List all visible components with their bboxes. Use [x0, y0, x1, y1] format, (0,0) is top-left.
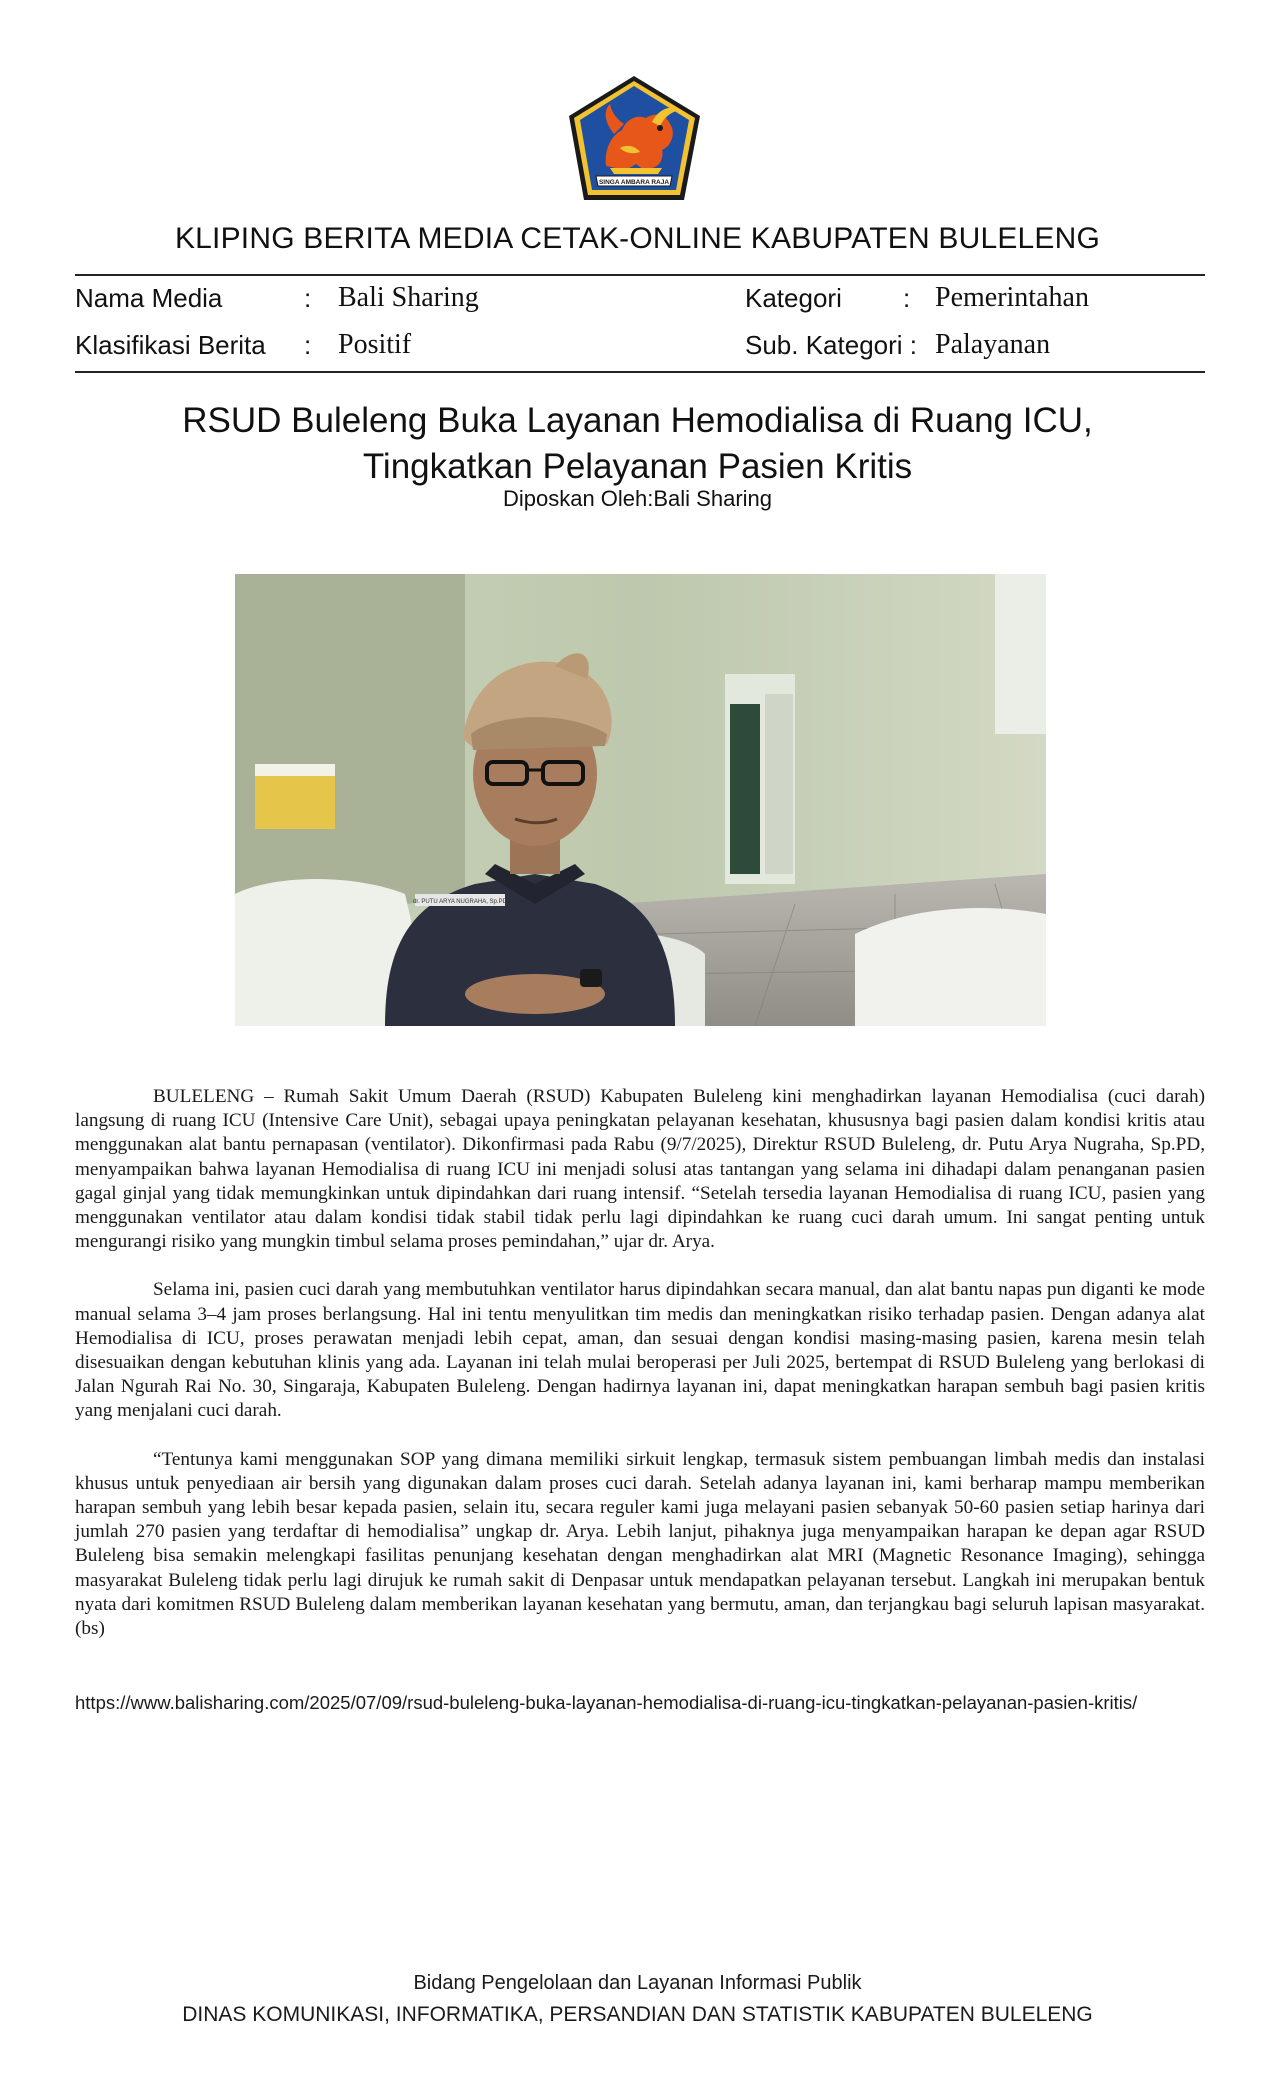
crest-icon: [566, 74, 703, 202]
header-top-divider: [75, 274, 1205, 276]
article-paragraph-3: “Tentunya kami menggunakan SOP yang dimana memiliki sirkuit lengkap, termasuk sistem pembuangan limbah medis dan instalasi khusus untuk penyediaan air bersih yang digunakan dalam proses cuci darah. Setelah adanya layanan ini, kami berharap mampu memberikan harapan sembuh yang lebih besar kepada pasien, selain itu, secara reguler kami juga melayani pasien sebanyak 50-60 pasien setiap harinya dari jumlah 270 pasien yang terdaftar di hemodialisa” ungkap dr. Arya. Lebih lanjut, pihaknya juga menyampaikan harapan ke depan agar RSUD Buleleng bisa semakin melengkapi fasilitas penunjang kesehatan dengan menghadirkan alat MRI (Magnetic Resonance Imaging), sehingga masyarakat Buleleng tidak perlu lagi dirujuk ke rumah sakit di Denpasar untuk mendapatkan pelayanan tersebut. Langkah ini merupakan bentuk nyata dari komitmen RSUD Buleleng dalam memberikan layanan kesehatan yang bermutu, aman, dan terjangkau bagi seluruh lapisan masyarakat. (bs): [75, 1448, 1205, 1640]
kategori-value: Pemerintahan: [935, 282, 1089, 313]
buleleng-crest-logo: [566, 74, 703, 202]
header-bottom-divider: [75, 371, 1205, 373]
klasifikasi-label: Klasifikasi Berita: [75, 330, 266, 360]
article-title: [0, 398, 1275, 490]
klasifikasi-colon: :: [304, 330, 312, 360]
subkategori-label: Sub. Kategori :: [745, 330, 917, 360]
klasifikasi-value: Positif: [338, 329, 412, 360]
kategori-colon: :: [903, 283, 911, 313]
kategori-label: Kategori: [745, 283, 842, 313]
media-colon: :: [304, 283, 312, 313]
subkategori-value: Palayanan: [935, 329, 1051, 360]
footer-agency: DINAS KOMUNIKASI, INFORMATIKA, PERSANDIAN DAN STATISTIK KABUPATEN BULELENG: [182, 2003, 1093, 2026]
article-photo: [235, 574, 1046, 1026]
footer-division: Bidang Pengelolaan dan Layanan Informasi Publik: [413, 1972, 862, 1994]
media-label: Nama Media: [75, 283, 223, 313]
article-title-line-1: RSUD Buleleng Buka Layanan Hemodialisa di Ruang ICU,: [182, 401, 1093, 440]
photo-nametag: dr. PUTU ARYA NUGRAHA, Sp.PD: [413, 899, 507, 905]
photo-illustration: [235, 574, 1046, 1026]
article-byline: Diposkan Oleh:Bali Sharing: [502, 486, 773, 511]
article-body: [75, 1085, 1205, 1665]
article-title-line-2: Tingkatkan Pelayanan Pasien Kritis: [362, 447, 913, 486]
clipping-header-title: KLIPING BERITA MEDIA CETAK-ONLINE KABUPATEN BULELENG: [174, 222, 1101, 255]
media-value: Bali Sharing: [338, 282, 479, 313]
article-paragraph-1: BULELENG – Rumah Sakit Umum Daerah (RSUD) Kabupaten Buleleng kini menghadirkan layanan Hemodialisa (cuci darah) langsung di ruang ICU (Intensive Care Unit), sebagai upaya peningkatan pelayanan kesehatan, khususnya bagi pasien dalam kondisi kritis atau menggunakan alat bantu pernapasan (ventilator). Dikonfirmasi pada Rabu (9/7/2025), Direktur RSUD Buleleng, dr. Putu Arya Nugraha, Sp.PD, menyampaikan bahwa layanan Hemodialisa di ruang ICU ini menjadi solusi atas tantangan yang selama ini dihadapi dalam penanganan pasien gagal ginjal yang tidak memungkinkan untuk dipindahkan dari ruang intensif. “Setelah tersedia layanan Hemodialisa di ruang ICU, pasien yang menggunakan ventilator atau dalam kondisi tidak stabil tidak perlu lagi dipindahkan ke ruang cuci darah umum. Ini sangat penting untuk mengurangi risiko yang mungkin timbul selama proses pemindahan,” ujar dr. Arya.: [75, 1086, 1205, 1253]
article-paragraph-2: Selama ini, pasien cuci darah yang membutuhkan ventilator harus dipindahkan secara manual, dan alat bantu napas pun diganti ke mode manual selama 3–4 jam proses berlangsung. Hal ini tentu menyulitkan tim medis dan meningkatkan risiko terhadap pasien. Dengan adanya alat Hemodialisa di ICU, proses perawatan menjadi lebih cepat, aman, dan sesuai dengan kondisi masing-masing pasien, karena mesin telah disesuaikan dengan kebutuhan klinis yang ada. Layanan ini telah mulai beroperasi per Juli 2025, bertempat di RSUD Buleleng yang berlokasi di Jalan Ngurah Rai No. 30, Singaraja, Kabupaten Buleleng. Dengan hadirnya layanan ini, dapat meningkatkan harapan sembuh bagi pasien kritis yang menjalani cuci darah.: [75, 1279, 1205, 1422]
source-url-link[interactable]: https://www.balisharing.com/2025/07/09/rsud-buleleng-buka-layanan-hemodialisa-di-ruang-icu-tingkatkan-pelayanan-pasien-kritis/: [75, 1692, 1138, 1713]
crest-motto: SINGA AMBARA RAJA: [598, 179, 670, 186]
